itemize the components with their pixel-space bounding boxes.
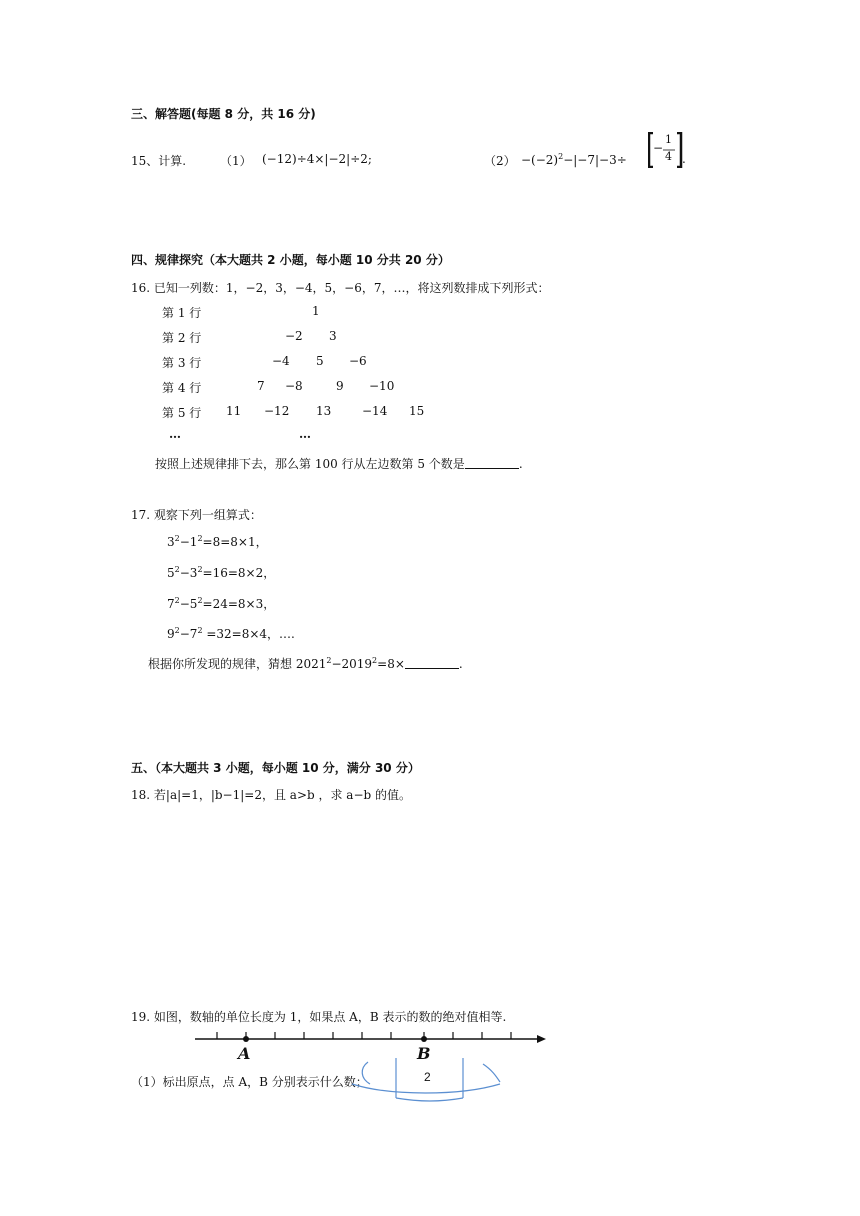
row-value: −10 [369,379,395,393]
point-b-dot [421,1036,427,1042]
brace-label: 2 [424,1070,431,1084]
q17-text: 17. 观察下列一组算式： [131,508,262,522]
row-value: −2 [285,329,303,343]
fraction-denominator: 4 [665,150,672,163]
row-value: 7 [257,379,265,393]
row-value: −4 [272,354,290,368]
q15-part2-number: （2） [484,154,516,168]
section5-heading: 五、（本大题共 3 小题，每小题 10 分，满分 30 分） [131,761,420,775]
row-value: 3 [329,329,337,343]
ellipsis-left: … [169,427,181,441]
section3-heading: 三、解答题(每题 8 分，共 16 分) [131,107,316,121]
row-value: 11 [226,404,242,418]
q17-line: $7^2-5^2=24=8\times 3$， [167,596,276,611]
row-label: 第 1 行 [162,306,202,320]
point-a-dot [243,1036,249,1042]
q18-text: 18. 若|a|=1，|b−1|=2，且 a>b ，求 a−b 的值。 [131,788,412,802]
q19-text: 19. 如图，数轴的单位长度为 1，如果点 A，B 表示的数的绝对值相等. [131,1010,507,1024]
row-label: 第 2 行 [162,331,202,345]
q16-text: 16. 已知一列数：1，−2，3，−4，5，−6，7，…，将这列数排成下列形式： [131,281,550,295]
q15-part2-expression: $-(-2)^2-|-7|-3\div$ [521,152,627,167]
row-label: 第 4 行 [162,381,202,395]
ellipsis-mid: … [299,427,311,441]
row-value: 5 [316,354,324,368]
answer-blank[interactable] [405,657,459,669]
q16-question: 按照上述规律排下去，那么第 100 行从左边数第 5 个数是 . [155,457,523,471]
point-b-label: B [417,1044,431,1063]
row-label: 第 5 行 [162,406,202,420]
row-label: 第 3 行 [162,356,202,370]
q17-line: $3^2-1^2=8=8\times 1$， [167,534,268,549]
fraction-numerator: 1 [665,133,672,146]
row-value: 13 [316,404,332,418]
point-a-label: A [238,1044,251,1063]
q15-part1-expression: (−12)÷4×|−2|÷2; [262,152,372,166]
row-value: −6 [349,354,367,368]
q15-part1-number: （1） [220,154,252,168]
row-value: 1 [312,304,320,318]
q19-part1: （1）标出原点，点 A，B 分别表示什么数； [131,1075,368,1089]
row-value: 9 [336,379,344,393]
q15-label: 15、计算. [131,154,187,168]
q17-line: $5^2-3^2=16=8\times 2$， [167,565,276,580]
section4-heading: 四、规律探究（本大题共 2 小题，每小题 10 分共 20 分） [131,253,450,267]
q15-part2-end: . [682,152,686,166]
q17-question: 根据你所发现的规律，猜想 $2021^2-2019^2=8\times$ . [148,656,463,671]
q15-fraction [648,132,686,168]
row-value: −8 [285,379,303,393]
answer-blank[interactable] [465,457,519,469]
row-value: 15 [409,404,425,418]
row-value: −12 [264,404,290,418]
row-value: −14 [362,404,388,418]
fraction-sign: − [653,141,664,155]
q17-line: $9^2-7^2 =32=8\times 4$，…. [167,626,295,641]
